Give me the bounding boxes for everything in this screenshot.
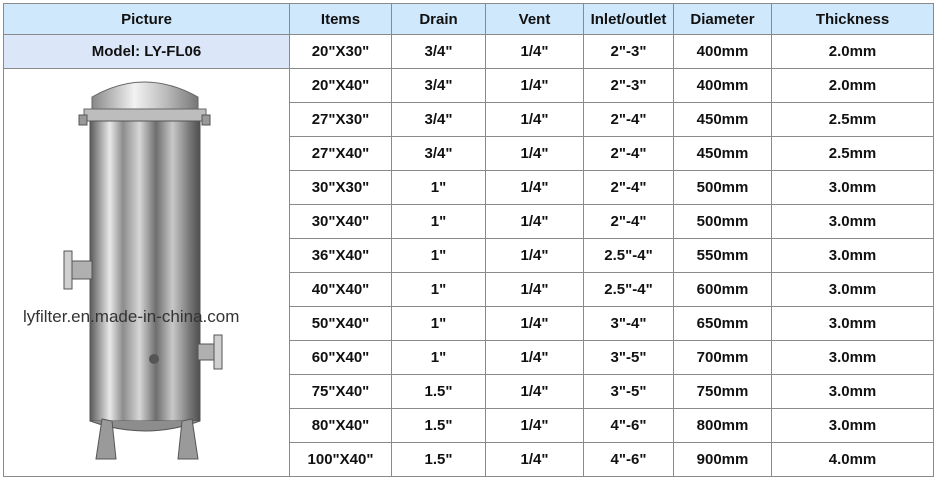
cell-items: 80"X40" [290,409,392,443]
header-picture: Picture [4,4,290,35]
cell-diameter: 450mm [674,103,772,137]
cell-inlet-outlet: 2"-4" [584,171,674,205]
cell-inlet-outlet: 2.5"-4" [584,239,674,273]
cell-inlet-outlet: 2"-4" [584,205,674,239]
cell-drain: 1" [392,273,486,307]
cell-drain: 1" [392,341,486,375]
cell-thickness: 2.5mm [772,103,934,137]
cell-drain: 3/4" [392,137,486,171]
table-row [4,35,934,69]
table-body [4,35,934,477]
cell-diameter: 450mm [674,137,772,171]
cell-diameter: 500mm [674,171,772,205]
cell-diameter: 700mm [674,341,772,375]
cell-vent: 1/4" [486,443,584,477]
cell-thickness: 3.0mm [772,409,934,443]
cell-items: 30"X40" [290,205,392,239]
cell-drain: 1" [392,205,486,239]
cell-diameter: 550mm [674,239,772,273]
header-inlet-outlet: Inlet/outlet [584,4,674,35]
cell-drain: 1" [392,307,486,341]
cell-vent: 1/4" [486,69,584,103]
cell-thickness: 3.0mm [772,205,934,239]
header-drain: Drain [392,4,486,35]
cell-thickness: 2.0mm [772,69,934,103]
filter-housing-image [4,69,289,473]
vessel-body [79,82,210,431]
cell-diameter: 900mm [674,443,772,477]
cell-inlet-outlet: 2"-4" [584,103,674,137]
cell-vent: 1/4" [486,35,584,69]
cell-vent: 1/4" [486,375,584,409]
cell-diameter: 650mm [674,307,772,341]
cell-inlet-outlet: 2"-4" [584,137,674,171]
side-inlet-nozzle [64,251,92,289]
cell-drain: 1.5" [392,443,486,477]
cell-diameter: 500mm [674,205,772,239]
cell-inlet-outlet: 3"-5" [584,341,674,375]
cell-thickness: 2.5mm [772,137,934,171]
cell-thickness: 3.0mm [772,273,934,307]
header-diameter: Diameter [674,4,772,35]
cell-inlet-outlet: 2"-3" [584,35,674,69]
cell-thickness: 3.0mm [772,239,934,273]
header-items: Items [290,4,392,35]
cell-items: 40"X40" [290,273,392,307]
cell-vent: 1/4" [486,171,584,205]
cell-vent: 1/4" [486,205,584,239]
cell-thickness: 3.0mm [772,341,934,375]
cell-inlet-outlet: 4"-6" [584,409,674,443]
cell-items: 27"X40" [290,137,392,171]
cell-items: 50"X40" [290,307,392,341]
cell-thickness: 2.0mm [772,35,934,69]
table-header [4,4,934,35]
cell-drain: 1.5" [392,409,486,443]
cell-thickness: 3.0mm [772,307,934,341]
cell-items: 30"X30" [290,171,392,205]
drain-port [149,354,159,364]
cell-thickness: 4.0mm [772,443,934,477]
cell-thickness: 3.0mm [772,171,934,205]
header-vent: Vent [486,4,584,35]
cell-items: 36"X40" [290,239,392,273]
cell-drain: 1.5" [392,375,486,409]
cell-inlet-outlet: 4"-6" [584,443,674,477]
watermark-text: lyfilter.en.made-in-china.com [23,307,240,326]
cell-items: 75"X40" [290,375,392,409]
cell-items: 60"X40" [290,341,392,375]
model-label: Model: LY-FL06 [4,35,290,69]
cell-items: 27"X30" [290,103,392,137]
side-outlet-nozzle [198,335,222,369]
cell-inlet-outlet: 3"-5" [584,375,674,409]
cell-diameter: 800mm [674,409,772,443]
cell-inlet-outlet: 2.5"-4" [584,273,674,307]
cell-drain: 3/4" [392,35,486,69]
table-row [4,69,934,103]
cell-thickness: 3.0mm [772,375,934,409]
cell-items: 100"X40" [290,443,392,477]
cell-items: 20"X30" [290,35,392,69]
filter-spec-table [3,3,934,477]
cell-vent: 1/4" [486,103,584,137]
cell-diameter: 400mm [674,69,772,103]
cell-vent: 1/4" [486,137,584,171]
header-thickness: Thickness [772,4,934,35]
cell-drain: 3/4" [392,69,486,103]
cell-drain: 1" [392,171,486,205]
cell-drain: 1" [392,239,486,273]
cell-inlet-outlet: 2"-3" [584,69,674,103]
cell-vent: 1/4" [486,409,584,443]
product-picture-cell [4,69,290,477]
cell-diameter: 400mm [674,35,772,69]
cell-inlet-outlet: 3"-4" [584,307,674,341]
cell-diameter: 750mm [674,375,772,409]
cell-drain: 3/4" [392,103,486,137]
cell-vent: 1/4" [486,341,584,375]
cell-vent: 1/4" [486,273,584,307]
cell-items: 20"X40" [290,69,392,103]
cell-vent: 1/4" [486,239,584,273]
cell-vent: 1/4" [486,307,584,341]
cell-diameter: 600mm [674,273,772,307]
